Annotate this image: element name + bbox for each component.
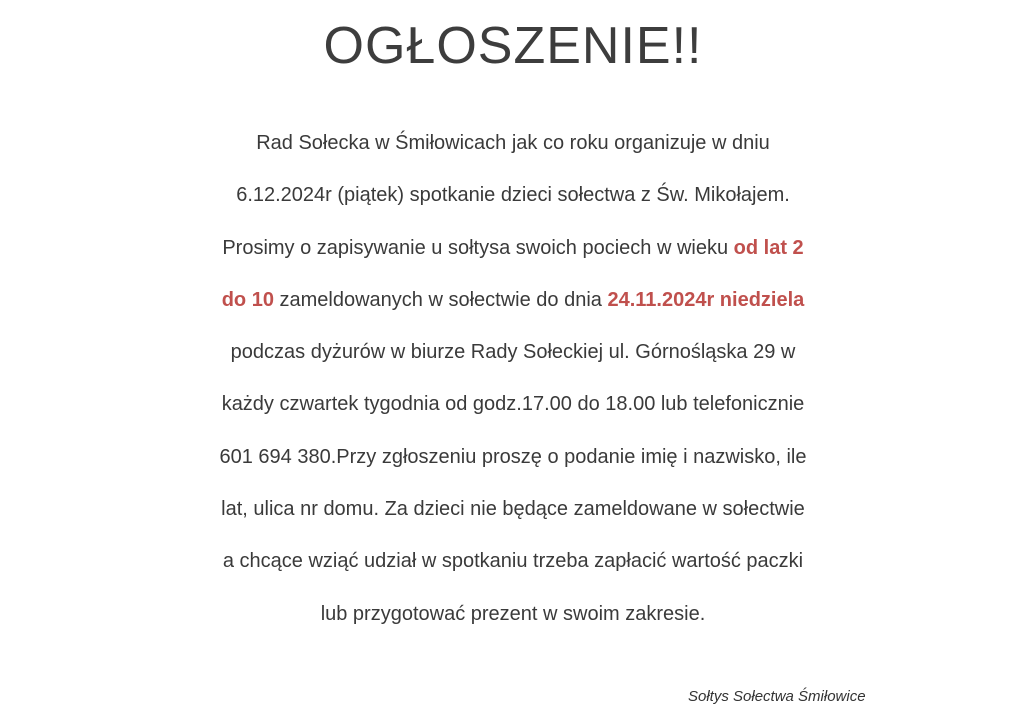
notice-line-3 [6,222,1020,274]
notice-line-2 [6,169,1020,221]
notice-line-10 [6,588,1020,640]
notice-body [6,117,1020,640]
age-range-highlight: od lat 2 [733,236,804,259]
deadline-highlight: 24.11.2024r niedziela [607,288,805,311]
notice-line-4 [6,274,1020,326]
notice-line-8 [6,483,1020,535]
signature: Sołtys Sołectwa Śmiłowice [688,688,866,705]
notice-text: Rad Sołecka w Śmiłowicach jak co roku organizuje w dniu [256,132,770,154]
notice-text: a chcące wziąć udział w spotkaniu trzeba zapłacić wartość paczki [222,550,804,573]
notice-text: każdy czwartek tygodnia od godz.17.00 do 18.00 lub telefonicznie [221,393,805,416]
notice-line-7 [6,431,1020,483]
notice-text: podczas dyżurów w biurze Rady Sołeckiej ul. Górnośląska 29 w [230,341,796,364]
notice-line-9 [6,535,1020,587]
notice-line-6 [6,378,1020,430]
notice-text: lat, ulica nr domu. Za dzieci nie będące zameldowane w sołectwie [221,498,805,521]
notice-line-5 [6,326,1020,378]
notice-text: 6.12.2024r (piątek) spotkanie dzieci sołectwa z Św. Mikołajem. [236,184,790,207]
notice-title: OGŁOSZENIE!! [323,17,703,75]
age-range-highlight: do 10 [221,288,274,311]
notice-text: lub przygotować prezent w swoim zakresie. [320,602,706,625]
notice-text: zameldowanych w sołectwie do dnia [273,288,608,311]
notice-line-1 [6,117,1020,169]
notice-text: Prosimy o zapisywanie u sołtysa swoich pociech w wieku [222,236,734,259]
notice-text: 601 694 380.Przy zgłoszeniu proszę o podanie imię i nazwisko, ile [219,445,807,468]
